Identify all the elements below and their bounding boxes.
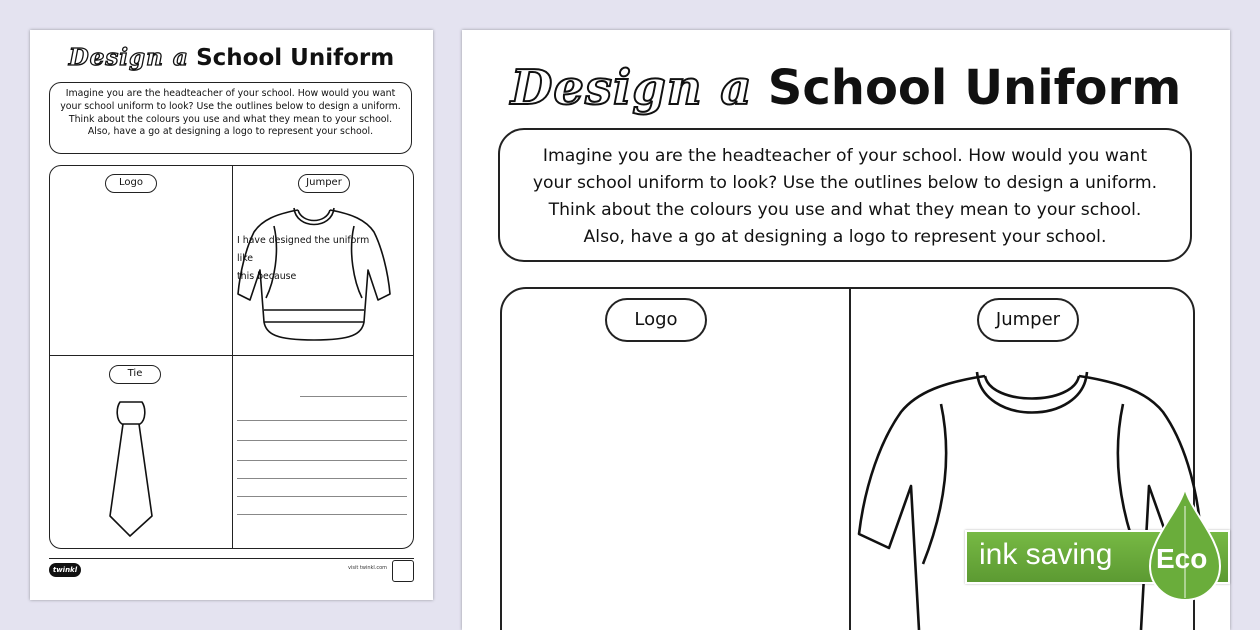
twinkl-badge-icon <box>392 560 414 582</box>
worksheet-title <box>462 60 1230 116</box>
footer-divider <box>49 558 414 559</box>
instructions-box <box>49 82 412 154</box>
write-line <box>237 514 407 515</box>
instructions-box <box>498 128 1192 262</box>
logo-label: Logo <box>105 174 157 193</box>
jumper-label: Jumper <box>298 174 350 193</box>
instructions-line: Imagine you are the headteacher of your school. How would you want <box>65 88 396 99</box>
brand-logo: twinkl <box>49 563 81 577</box>
title-outline-text: Design a <box>510 60 753 116</box>
title-outline-text: Design a <box>68 44 189 71</box>
tie-outline-icon <box>106 398 156 540</box>
write-line <box>237 440 407 441</box>
jumper-label: Jumper <box>977 298 1079 342</box>
write-line <box>237 478 407 479</box>
instructions-line: Imagine you are the headteacher of your school. How would you want <box>542 146 1148 166</box>
instructions-line: Also, have a go at designing a logo to represent your school. <box>87 126 374 138</box>
tie-label: Tie <box>109 365 161 384</box>
eco-word: Eco <box>1156 543 1208 574</box>
instructions-line: Think about the colours you use and what they mean to your school. <box>68 113 393 125</box>
title-solid-text: School Uniform <box>767 60 1182 116</box>
instructions-line: your school uniform to look? Use the outlines below to design a uniform. <box>60 100 401 112</box>
write-line <box>237 420 407 421</box>
write-line <box>237 460 407 461</box>
designed-line-1: I have designed the uniform like <box>237 235 370 264</box>
instructions-line: Also, have a go at designing a logo to represent your school. <box>583 227 1107 247</box>
write-line <box>237 496 407 497</box>
designed-prompt <box>237 232 387 286</box>
instructions-line: your school uniform to look? Use the outlines below to design a uniform. <box>532 173 1158 193</box>
title-solid-text: School Uniform <box>196 45 395 71</box>
logo-label: Logo <box>605 298 707 342</box>
ink-saving-eco-badge <box>965 488 1255 603</box>
write-line <box>300 396 407 397</box>
designed-line-2: this because <box>237 271 297 282</box>
worksheet-preview-small <box>30 30 433 600</box>
instructions-line: Think about the colours you use and what they mean to your school. <box>548 200 1142 220</box>
worksheet-title <box>30 44 433 71</box>
ink-saving-text: ink saving <box>979 538 1113 571</box>
visit-link-text: visit twinkl.com <box>348 565 388 571</box>
